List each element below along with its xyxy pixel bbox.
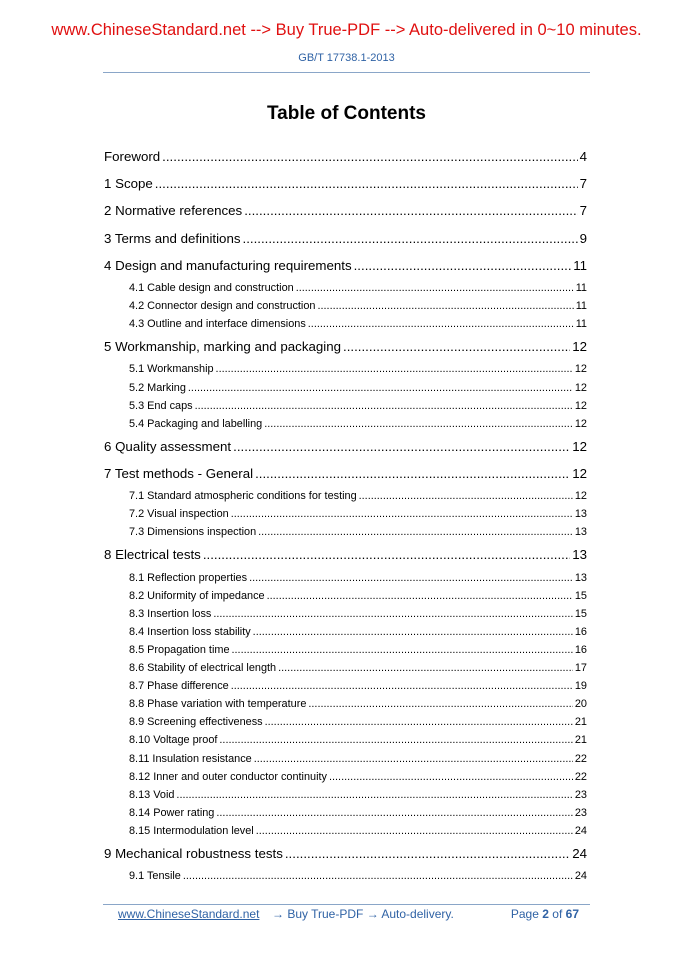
- toc-entry-label: 8.8 Phase variation with temperature: [129, 698, 307, 711]
- toc-entry-page: 17: [574, 662, 587, 675]
- toc-entry-page: 22: [574, 770, 587, 783]
- toc-subentry[interactable]: [104, 415, 587, 433]
- toc-entry-page: 12: [572, 438, 587, 454]
- toc-subentry[interactable]: [104, 523, 587, 541]
- toc-dot-leader: [219, 731, 572, 749]
- toc-entry-page: 13: [574, 526, 587, 539]
- toc-subentry[interactable]: [104, 605, 587, 623]
- toc-dot-leader: [255, 460, 570, 487]
- toc-dot-leader: [231, 505, 573, 523]
- toc-entry[interactable]: [104, 433, 587, 460]
- header-divider: [103, 72, 590, 73]
- toc-entry[interactable]: [104, 170, 587, 197]
- toc-subentry[interactable]: [104, 379, 587, 397]
- toc-dot-leader: [354, 252, 572, 279]
- toc-entry-label: 8.13 Void: [129, 788, 175, 801]
- toc-entry-page: 20: [574, 698, 587, 711]
- toc-entry-page: 13: [574, 508, 587, 521]
- toc-entry-page: 11: [575, 281, 587, 294]
- toc-entry-page: 13: [572, 547, 587, 563]
- toc-dot-leader: [195, 397, 573, 415]
- toc-dot-leader: [244, 197, 577, 224]
- toc-subentry[interactable]: [104, 623, 587, 641]
- toc-dot-leader: [183, 867, 573, 885]
- toc-entry-label: 8 Electrical tests: [104, 547, 201, 563]
- toc-entry-label: 6 Quality assessment: [104, 438, 232, 454]
- footer: [103, 907, 590, 921]
- toc-dot-leader: [317, 297, 573, 315]
- toc-subentry[interactable]: [104, 822, 587, 840]
- toc-entry-label: 5.3 End caps: [129, 399, 193, 412]
- toc-subentry[interactable]: [104, 731, 587, 749]
- toc-subentry[interactable]: [104, 397, 587, 415]
- toc-dot-leader: [258, 523, 573, 541]
- toc-dot-leader: [343, 333, 570, 360]
- toc-entry-label: 7.2 Visual inspection: [129, 508, 229, 521]
- page-current: 2: [542, 907, 549, 921]
- toc-subentry[interactable]: [104, 768, 587, 786]
- toc-entry-page: 9: [579, 230, 587, 246]
- toc-entry-page: 16: [574, 625, 587, 638]
- toc-entry-page: 24: [574, 870, 587, 883]
- toc-dot-leader: [278, 659, 573, 677]
- toc-entry-page: 12: [574, 381, 587, 394]
- toc-entry-label: 4 Design and manufacturing requirements: [104, 257, 352, 273]
- toc-entry-page: 15: [574, 607, 587, 620]
- footer-site-link[interactable]: www.ChineseStandard.net: [118, 907, 260, 921]
- toc-dot-leader: [216, 804, 573, 822]
- toc-subentry[interactable]: [104, 587, 587, 605]
- toc-entry[interactable]: [104, 333, 587, 360]
- toc-entry-label: 8.2 Uniformity of impedance: [129, 589, 265, 602]
- toc-entry-label: 5.2 Marking: [129, 381, 186, 394]
- toc-entry-page: 24: [574, 824, 587, 837]
- toc-entry-label: 4.3 Outline and interface dimensions: [129, 318, 306, 331]
- toc-subentry[interactable]: [104, 786, 587, 804]
- toc-entry-page: 22: [574, 752, 587, 765]
- toc-entry[interactable]: [104, 143, 587, 170]
- top-banner[interactable]: www.ChineseStandard.net --> Buy True-PDF --> Auto-delivered in 0~10 minutes.: [51, 21, 642, 39]
- toc-entry-page: 7: [579, 203, 587, 219]
- toc-entry-label: 8.1 Reflection properties: [129, 571, 248, 584]
- toc-entry[interactable]: [104, 225, 587, 252]
- toc-dot-leader: [329, 768, 573, 786]
- toc-subentry[interactable]: [104, 487, 587, 505]
- toc-dot-leader: [176, 786, 572, 804]
- toc-subentry[interactable]: [104, 360, 587, 378]
- toc-dot-leader: [232, 641, 573, 659]
- toc-entry-page: 23: [574, 788, 587, 801]
- toc-entry-label: 8.7 Phase difference: [129, 680, 229, 693]
- toc-entry-page: 11: [575, 318, 587, 331]
- toc-entry-label: 8.9 Screening effectiveness: [129, 716, 263, 729]
- toc-entry-page: 16: [574, 644, 587, 656]
- toc-entry-label: 8.15 Intermodulation level: [129, 824, 254, 837]
- toc-entry-label: 7 Test methods - General: [104, 465, 254, 481]
- toc-dot-leader: [249, 569, 573, 587]
- page-of: of: [552, 907, 563, 921]
- toc-dot-leader: [308, 315, 574, 333]
- toc-entry-label: 8.3 Insertion loss: [129, 607, 212, 620]
- toc-dot-leader: [308, 695, 573, 713]
- toc-entry-page: 12: [574, 363, 587, 376]
- toc-dot-leader: [254, 750, 573, 768]
- toc-entry-label: 9.1 Tensile: [129, 870, 181, 883]
- page-title: Table of Contents: [266, 103, 427, 124]
- toc-entry-page: 24: [572, 846, 587, 862]
- toc-dot-leader: [359, 487, 573, 505]
- toc-entry-page: 13: [574, 571, 587, 584]
- footer-buy-text[interactable]: → Buy True-PDF → Auto-delivery.: [272, 907, 454, 921]
- toc-dot-leader: [188, 379, 573, 397]
- toc-subentry[interactable]: [104, 695, 587, 713]
- toc-subentry[interactable]: [104, 867, 587, 885]
- toc-entry-label: 8.11 Insulation resistance: [129, 752, 252, 765]
- toc-entry-page: 21: [574, 716, 587, 729]
- toc-entry-page: 4: [579, 149, 587, 164]
- toc-subentry[interactable]: [104, 569, 587, 587]
- toc-entry-label: 8.5 Propagation time: [129, 644, 230, 656]
- toc-entry-label: 8.4 Insertion loss stability: [129, 625, 251, 638]
- toc-entry[interactable]: [104, 541, 587, 568]
- toc-subentry[interactable]: [104, 297, 587, 315]
- toc-entry-label: 9 Mechanical robustness tests: [104, 846, 283, 862]
- toc-dot-leader: [253, 623, 573, 641]
- page-prefix: Page: [510, 907, 539, 921]
- toc-entry[interactable]: [104, 197, 587, 224]
- toc-dot-leader: [203, 541, 570, 568]
- toc-entry[interactable]: [104, 840, 587, 867]
- toc-entry-page: 12: [574, 417, 587, 430]
- page-indicator: [511, 907, 579, 921]
- toc-entry-page: 15: [574, 589, 587, 602]
- toc-dot-leader: [162, 143, 577, 170]
- toc-entry-label: 7.1 Standard atmospheric conditions for testing: [129, 490, 357, 503]
- toc-entry-page: 19: [574, 680, 587, 693]
- toc-dot-leader: [267, 587, 573, 605]
- table-of-contents: [104, 143, 587, 885]
- page-total: 67: [565, 907, 579, 921]
- toc-entry-label: Foreword: [104, 149, 161, 164]
- toc-entry-page: 11: [573, 257, 587, 273]
- toc-entry[interactable]: [104, 460, 587, 487]
- toc-subentry[interactable]: [104, 659, 587, 677]
- toc-entry-label: 1 Scope: [104, 176, 153, 192]
- document-id: GB/T 17738.1-2013: [298, 52, 395, 64]
- toc-entry[interactable]: [104, 252, 587, 279]
- toc-entry-label: 4.2 Connector design and construction: [129, 300, 316, 313]
- toc-dot-leader: [216, 360, 573, 378]
- toc-subentry[interactable]: [104, 315, 587, 333]
- toc-subentry[interactable]: [104, 804, 587, 822]
- toc-entry-label: 8.6 Stability of electrical length: [129, 662, 277, 675]
- toc-entry-label: 2 Normative references: [104, 203, 243, 219]
- toc-dot-leader: [243, 225, 578, 252]
- toc-dot-leader: [296, 279, 574, 297]
- toc-dot-leader: [155, 170, 578, 197]
- toc-subentry[interactable]: [104, 641, 587, 659]
- toc-subentry[interactable]: [104, 713, 587, 731]
- toc-entry-page: 11: [575, 300, 587, 313]
- toc-dot-leader: [265, 713, 573, 731]
- toc-entry-label: 8.10 Voltage proof: [129, 734, 218, 747]
- toc-entry-page: 7: [579, 176, 587, 192]
- toc-dot-leader: [256, 822, 573, 840]
- toc-entry-label: 5 Workmanship, marking and packaging: [104, 339, 342, 355]
- toc-entry-page: 12: [572, 339, 587, 355]
- toc-entry-page: 23: [574, 806, 587, 819]
- toc-subentry[interactable]: [104, 279, 587, 297]
- toc-subentry[interactable]: [104, 677, 587, 695]
- toc-entry-page: 21: [574, 734, 587, 747]
- toc-entry-label: 8.14 Power rating: [129, 806, 215, 819]
- toc-entry-page: 12: [574, 399, 587, 412]
- toc-dot-leader: [213, 605, 573, 623]
- toc-entry-label: 7.3 Dimensions inspection: [129, 526, 257, 539]
- toc-entry-label: 5.1 Workmanship: [129, 363, 214, 376]
- toc-subentry[interactable]: [104, 505, 587, 523]
- footer-divider: [103, 904, 590, 905]
- toc-entry-label: 5.4 Packaging and labelling: [129, 417, 263, 430]
- toc-entry-label: 3 Terms and definitions: [104, 230, 241, 246]
- toc-entry-label: 8.12 Inner and outer conductor continuity: [129, 770, 327, 783]
- toc-dot-leader: [233, 433, 570, 460]
- toc-dot-leader: [264, 415, 573, 433]
- toc-entry-label: 4.1 Cable design and construction: [129, 281, 294, 294]
- toc-entry-page: 12: [574, 490, 587, 503]
- toc-dot-leader: [285, 840, 570, 867]
- toc-dot-leader: [231, 677, 573, 695]
- toc-subentry[interactable]: [104, 750, 587, 768]
- toc-entry-page: 12: [572, 465, 587, 481]
